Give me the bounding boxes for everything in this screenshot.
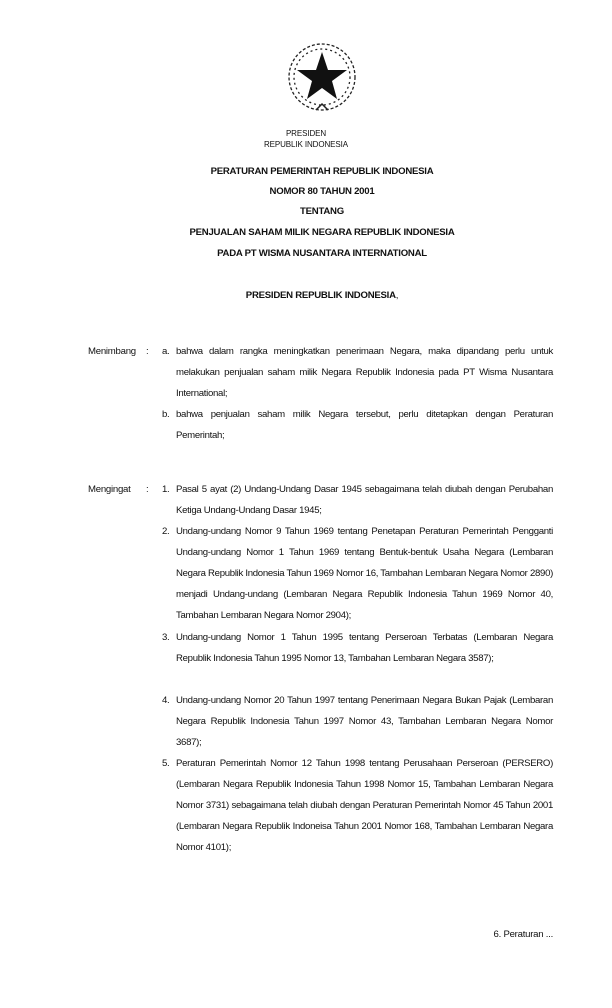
item-marker: 2. (162, 526, 170, 537)
item-marker: 5. (162, 758, 170, 769)
mengingat-item-5 (162, 753, 553, 858)
issuer-comma: , (395, 290, 399, 301)
document-subject-line2: PADA PT WISMA NUSANTARA INTERNATIONAL (217, 248, 427, 259)
garuda-presidential-emblem-icon (284, 40, 360, 116)
menimbang-colon: : (146, 346, 149, 357)
item-text: Undang-undang Nomor 9 Tahun 1969 tentang Penetapan Peraturan Pemerintah Pengganti Undang-undang Nomor 1 Tahun 1969 tentang Bentuk-bentuk Usaha Negara (Lembaran Negara Republik Indonesia Tahun 1969 Nomor 16, Tambahan Lembaran Negara Nomor 2890) menjadi Undang-undang (Lembaran Negara Republik Indonesia Tahun 1969 Nomor 40, Tambahan Lembaran Negara Nomor 2904); (176, 526, 553, 621)
mengingat-item-3 (162, 627, 553, 669)
item-marker: 3. (162, 632, 170, 643)
item-text: Undang-undang Nomor 1 Tahun 1995 tentang Perseroan Terbatas (Lembaran Negara Republik Indonesia Tahun 1995 Nomor 13, Tambahan Lembaran Negara 3587); (176, 632, 553, 664)
menimbang-item-b (162, 404, 553, 446)
document-tentang: TENTANG (300, 206, 344, 217)
mengingat-colon: : (146, 484, 149, 495)
item-text: bahwa penjualan saham milik Negara tersebut, perlu ditetapkan dengan Peraturan Pemerintah; (176, 409, 553, 441)
menimbang-item-a (162, 341, 553, 404)
mengingat-item-1 (162, 479, 553, 521)
item-text: Peraturan Pemerintah Nomor 12 Tahun 1998 tentang Perusahaan Perseroan (PERSERO) (Lembaran Negara Republik Indonesia Tahun 1998 Nomor 15, Tambahan Lembaran Negara Nomor 3731) sebagaimana telah diubah dengan Peraturan Pemerintah Nomor 45 Tahun 2001 (Lembaran Negara Republik Indoneisa Tahun 2001 Nomor 168, Tambahan Lembaran Negara Nomor 4101); (176, 758, 553, 853)
item-text: Pasal 5 ayat (2) Undang-Undang Dasar 1945 sebagaimana telah diubah dengan Perubahan Ketiga Undang-Undang Dasar 1945; (176, 484, 553, 516)
letterhead-republik-indonesia: REPUBLIK INDONESIA (263, 140, 348, 149)
document-title: PERATURAN PEMERINTAH REPUBLIK INDONESIA (210, 166, 434, 177)
letterhead-presiden: PRESIDEN (285, 129, 327, 138)
document-number: NOMOR 80 TAHUN 2001 (269, 186, 375, 197)
item-marker: 4. (162, 695, 170, 706)
page-continuation: 6. Peraturan ... (493, 929, 553, 940)
mengingat-label: Mengingat (88, 484, 131, 495)
mengingat-item-2 (162, 521, 553, 626)
item-marker: a. (162, 346, 170, 357)
item-marker: 1. (162, 484, 170, 495)
document-issuer (0, 290, 612, 301)
document-subject-line1: PENJUALAN SAHAM MILIK NEGARA REPUBLIK INDONESIA (189, 227, 455, 238)
menimbang-label: Menimbang (88, 346, 136, 357)
item-text: Undang-undang Nomor 20 Tahun 1997 tentang Penerimaan Negara Bukan Pajak (Lembaran Negara Republik Indonesia Tahun 1997 Nomor 43, Tambahan Lembaran Negara Nomor 3687); (176, 695, 553, 748)
issuer-name: PRESIDEN REPUBLIK INDONESIA (245, 290, 396, 301)
item-marker: b. (162, 409, 170, 420)
mengingat-item-4 (162, 690, 553, 753)
item-text: bahwa dalam rangka meningkatkan penerimaan Negara, maka dipandang perlu untuk melakukan penjualan saham milik Negara Republik Indonesia pada PT Wisma Nusantara International; (176, 346, 553, 399)
